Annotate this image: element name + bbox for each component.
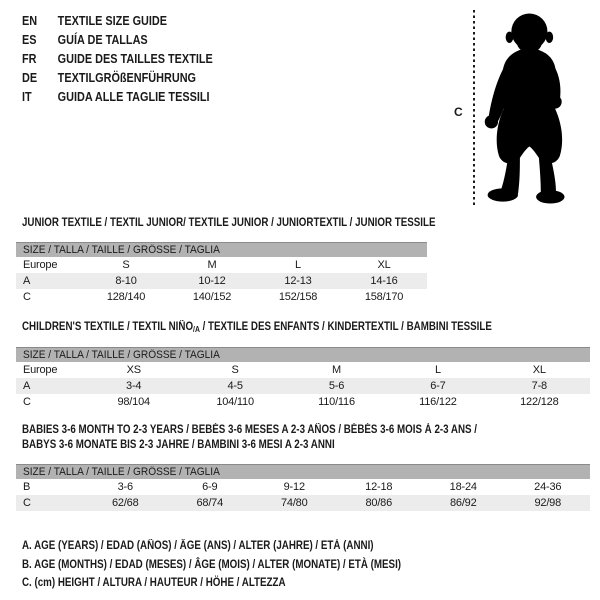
- table-row: [16, 378, 590, 394]
- table-row: [16, 289, 427, 305]
- babies-section-heading: [22, 423, 477, 453]
- table-cell: 140/152: [192, 291, 232, 303]
- table-row: [16, 479, 590, 495]
- size-header-bar: SIZE / TALLA / TAILLE / GRÖSSE / TAGLIA: [16, 347, 590, 362]
- table-cell: 128/140: [106, 291, 146, 303]
- row-label: A: [23, 275, 31, 287]
- babies-size-table: [16, 464, 590, 511]
- table-cell: 6-9: [202, 481, 218, 493]
- table-cell: 9-12: [283, 481, 305, 493]
- table-cell: L: [434, 364, 441, 376]
- height-c-label: C: [454, 105, 463, 119]
- table-cell: 18-24: [449, 481, 477, 493]
- height-dotted-line: [473, 10, 475, 207]
- table-cell: 14-16: [370, 275, 398, 287]
- toddler-silhouette-image: [480, 9, 575, 209]
- table-cell: M: [332, 364, 341, 376]
- table-cell: 98/104: [117, 396, 150, 408]
- table-row: [16, 394, 590, 410]
- language-row: [22, 88, 213, 107]
- row-label: A: [23, 380, 31, 392]
- language-label: GUIDA ALLE TAGLIE TESSILI: [57, 90, 210, 104]
- heading-line: BABIES 3-6 MONTH TO 2-3 YEARS / BEBÉS 3-6 MESES A 2-3 AÑOS / BÉBÉS 3-6 MOIS À 2-3 ANS /: [22, 424, 478, 436]
- heading-text: CHILDREN'S TEXTILE / TEXTIL NIÑO: [22, 321, 194, 333]
- table-cell: 92/98: [534, 497, 562, 509]
- table-cell: 62/68: [111, 497, 139, 509]
- language-row: [22, 50, 213, 69]
- language-code: DE: [22, 71, 38, 85]
- table-cell: 5-6: [328, 380, 345, 392]
- language-code: IT: [22, 90, 32, 104]
- heading-line: BABYS 3-6 MONATE BIS 2-3 JAHRE / BAMBINI 3-6 MESI A 2-3 ANNI: [22, 439, 335, 451]
- language-row: [22, 69, 213, 88]
- table-cell: 12-13: [284, 275, 312, 287]
- table-row: [16, 362, 590, 378]
- table-cell: XL: [532, 364, 546, 376]
- row-label: Europe: [23, 364, 58, 376]
- language-row: [22, 12, 213, 31]
- language-label: GUÍA DE TALLAS: [57, 33, 148, 47]
- table-cell: 4-5: [227, 380, 243, 392]
- language-code: ES: [22, 33, 37, 47]
- language-row: [22, 31, 213, 50]
- language-code: FR: [22, 52, 37, 66]
- legend-line-a: A. AGE (YEARS) / EDAD (AÑOS) / ÂGE (ANS) / ALTER (JAHRE) / ETÀ (ANNI): [22, 540, 374, 552]
- legend: [22, 537, 401, 593]
- legend-line-c: C. (cm) HEIGHT / ALTURA / HAUTEUR / HÖHE / ALTEZZA: [22, 577, 286, 589]
- table-cell: 86/92: [449, 497, 477, 509]
- language-label: TEXTILGRÖßENFÜHRUNG: [57, 71, 197, 85]
- table-cell: 10-12: [198, 275, 226, 287]
- table-cell: 158/170: [364, 291, 404, 303]
- row-label: C: [23, 396, 31, 408]
- table-cell: S: [122, 259, 130, 271]
- size-header-bar: SIZE / TALLA / TAILLE / GRÖSSE / TAGLIA: [16, 464, 590, 479]
- row-label: C: [23, 497, 31, 509]
- row-label: C: [23, 291, 31, 303]
- language-label: TEXTILE SIZE GUIDE: [57, 14, 168, 28]
- table-cell: 12-18: [365, 481, 393, 493]
- table-row: [16, 257, 427, 273]
- table-cell: 8-10: [115, 275, 137, 287]
- childrens-size-table: [16, 347, 590, 410]
- junior-section-heading: JUNIOR TEXTILE / TEXTIL JUNIOR/ TEXTILE JUNIOR / JUNIORTEXTIL / JUNIOR TESSILE: [22, 217, 436, 229]
- table-cell: 3-4: [126, 380, 142, 392]
- table-cell: 74/80: [280, 497, 308, 509]
- table-cell: 24-36: [534, 481, 562, 493]
- row-label: Europe: [23, 259, 58, 271]
- table-cell: 7-8: [531, 380, 547, 392]
- table-cell: 110/116: [318, 396, 355, 408]
- table-cell: 80/86: [365, 497, 393, 509]
- table-cell: XL: [377, 259, 391, 271]
- table-cell: 3-6: [117, 481, 133, 493]
- legend-line-b: B. AGE (MONTHS) / EDAD (MESES) / ÂGE (MOIS) / ALTER (MONATE) / ETÀ (MESI): [22, 558, 402, 571]
- table-cell: 6-7: [430, 380, 446, 392]
- table-cell: XS: [126, 364, 141, 376]
- language-label: GUIDE DES TAILLES TEXTILE: [57, 52, 213, 66]
- table-row: [16, 495, 590, 511]
- row-label: B: [23, 481, 31, 493]
- table-cell: 152/158: [278, 291, 318, 303]
- heading-subscript: /A: [193, 325, 200, 334]
- table-cell: 122/128: [520, 396, 559, 408]
- language-list: [22, 12, 213, 107]
- table-cell: M: [207, 259, 217, 271]
- table-row: [16, 273, 427, 289]
- heading-text: / TEXTILE DES ENFANTS / KINDERTEXTIL / BAMBINI TESSILE: [199, 321, 492, 333]
- language-code: EN: [22, 14, 38, 28]
- table-cell: 68/74: [196, 497, 224, 509]
- table-cell: L: [295, 259, 301, 271]
- table-cell: 116/122: [419, 396, 457, 408]
- table-cell: S: [231, 364, 239, 376]
- size-header-bar: SIZE / TALLA / TAILLE / GRÖSSE / TAGLIA: [16, 242, 427, 257]
- childrens-section-heading: [22, 320, 492, 337]
- table-cell: 104/110: [216, 396, 254, 408]
- junior-size-table: [16, 242, 427, 305]
